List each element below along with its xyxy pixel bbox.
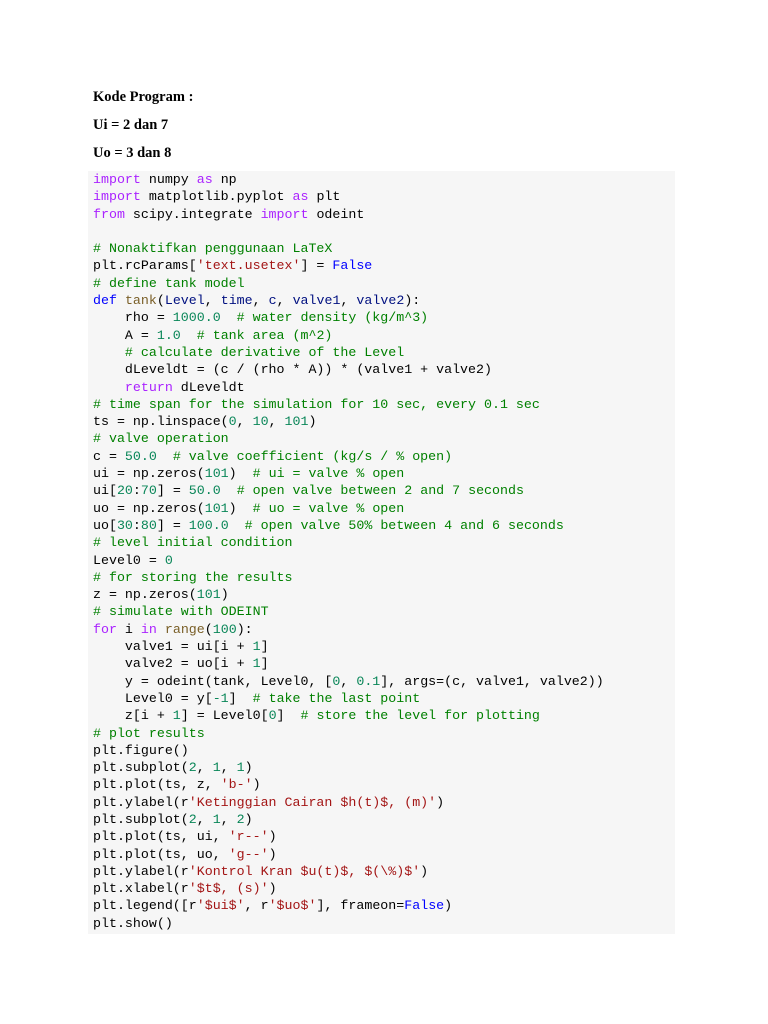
code-token: 2 — [236, 811, 245, 827]
heading-kode-program: Kode Program : — [93, 89, 194, 105]
code-token: # calculate derivative of the Level — [124, 344, 405, 360]
code-token: matplotlib.pyplot — [140, 189, 293, 205]
code-token: numpy — [140, 172, 197, 187]
code-token: Level0 = — [93, 552, 165, 568]
code-line — [93, 880, 675, 897]
code-token: 0.1 — [356, 673, 381, 689]
code-token: -1 — [212, 690, 229, 706]
code-token: 80 — [140, 517, 157, 533]
code-token: 2 — [188, 760, 197, 776]
code-token: ) — [244, 760, 253, 776]
code-token: plt.legend([r — [93, 898, 197, 914]
code-line — [93, 413, 675, 430]
code-token: 'g--' — [228, 846, 269, 862]
code-token — [117, 293, 125, 308]
code-line — [93, 171, 675, 188]
code-token: ( — [204, 621, 213, 637]
code-token: ] = Level0[ — [180, 708, 269, 724]
code-token: ) — [268, 846, 277, 862]
code-token: 1 — [172, 708, 181, 724]
code-line — [93, 430, 675, 447]
code-token: ts = np.linspace( — [93, 414, 229, 430]
code-token: from — [93, 206, 125, 222]
code-token: 1.0 — [156, 327, 181, 343]
code-token: ) — [268, 881, 277, 897]
code-token: '$uo$' — [268, 898, 317, 914]
code-line — [93, 482, 675, 499]
code-token: , — [340, 673, 357, 689]
code-token: odeint — [308, 206, 365, 222]
code-token: plt.plot(ts, ui, — [93, 829, 229, 845]
code-line — [93, 396, 675, 413]
code-token: 1000.0 — [172, 310, 221, 326]
code-block — [88, 171, 675, 934]
code-line — [93, 344, 675, 361]
code-line — [93, 673, 675, 690]
code-token: 101 — [196, 587, 221, 603]
code-token: plt.rcParams[ — [93, 258, 197, 274]
code-token: plt.plot(ts, uo, — [93, 846, 229, 862]
code-token: plt.subplot( — [93, 760, 189, 776]
code-token: import — [93, 189, 141, 205]
code-token: import — [260, 206, 309, 222]
code-token: range — [164, 621, 205, 637]
code-token — [93, 345, 125, 360]
code-token: ] = — [300, 258, 333, 274]
code-line — [93, 742, 675, 759]
code-token: Level0 = y[ — [93, 690, 213, 706]
code-token: in — [140, 621, 157, 637]
code-token: ): — [404, 293, 421, 309]
code-token: # ui = valve % open — [252, 466, 405, 482]
code-line — [93, 361, 675, 378]
code-token — [93, 380, 125, 395]
code-token: # Nonaktifkan penggunaan LaTeX — [93, 241, 333, 257]
code-token: A = — [93, 327, 157, 343]
code-token: # tank area (m^2) — [196, 327, 333, 343]
code-token: 50.0 — [188, 483, 221, 499]
code-token: 2 — [188, 811, 197, 827]
code-line — [93, 776, 675, 793]
code-token: z = np.zeros( — [93, 587, 197, 603]
code-token: def — [93, 293, 117, 309]
code-token: 'Ketinggian Cairan $h(t)$, (m)' — [188, 794, 437, 810]
code-token: ) — [220, 587, 229, 603]
code-line — [93, 500, 675, 517]
code-token: for — [93, 621, 117, 637]
code-line — [93, 240, 675, 257]
code-token: 101 — [204, 500, 229, 516]
code-token: valve2 = uo[i + — [93, 656, 253, 672]
code-token — [181, 328, 197, 343]
code-token: , — [196, 811, 213, 827]
code-token: plt.show() — [93, 915, 173, 931]
code-token: as — [292, 189, 309, 205]
code-token: plt — [308, 189, 341, 205]
code-token: i — [116, 621, 141, 637]
code-line — [93, 465, 675, 482]
code-token: # time span for the simulation for 10 sec, every 0.1 sec — [93, 396, 540, 412]
code-token: plt.ylabel(r — [93, 794, 189, 810]
code-token: import — [93, 172, 141, 187]
code-token: ) — [420, 863, 429, 879]
code-token: y = odeint(tank, Level0, [ — [93, 673, 333, 689]
code-line — [93, 707, 675, 724]
code-token: ui[ — [93, 483, 117, 499]
code-token: ) — [444, 898, 453, 914]
code-token: : — [132, 483, 141, 499]
code-token: 100 — [212, 621, 237, 637]
code-token: plt.figure() — [93, 742, 189, 758]
code-token: ) — [252, 777, 261, 793]
code-token: plt.ylabel(r — [93, 863, 189, 879]
code-token: 70 — [140, 483, 157, 499]
code-token: uo[ — [93, 517, 117, 533]
code-token: , — [220, 760, 237, 776]
code-token: # define tank model — [93, 275, 245, 291]
code-line — [93, 621, 675, 638]
code-token: , — [276, 293, 293, 309]
code-line — [93, 534, 675, 551]
code-token: 0 — [268, 708, 277, 724]
code-token: ] — [228, 690, 253, 706]
code-token: ] — [260, 639, 269, 655]
code-line — [93, 448, 675, 465]
code-line — [93, 379, 675, 396]
code-token: 1 — [212, 811, 221, 827]
code-token: # for storing the results — [93, 569, 293, 585]
code-token: z[i + — [93, 708, 173, 724]
code-line — [93, 846, 675, 863]
code-token: ) — [228, 466, 253, 482]
code-token: # store the level for plotting — [300, 708, 540, 724]
code-token: , — [340, 293, 357, 309]
code-token: # uo = valve % open — [252, 500, 405, 516]
code-token — [221, 483, 237, 498]
code-token: False — [404, 898, 445, 914]
code-token: dLeveldt — [172, 379, 245, 395]
code-token: time — [220, 293, 253, 309]
code-token: 0 — [164, 552, 173, 568]
code-token: 30 — [116, 517, 133, 533]
code-token: 50.0 — [124, 448, 157, 464]
code-token: ( — [156, 293, 165, 309]
code-line — [93, 725, 675, 742]
code-token: 'b-' — [220, 777, 253, 793]
code-token: # take the last point — [252, 690, 421, 706]
code-token: 0 — [332, 673, 341, 689]
code-token: # open valve 50% between 4 and 6 seconds — [244, 517, 564, 533]
code-token: '$ui$' — [196, 898, 245, 914]
code-token: 0 — [228, 414, 237, 430]
code-line — [93, 603, 675, 620]
code-token: # water density (kg/m^3) — [236, 310, 429, 326]
code-token: , — [268, 414, 285, 430]
code-token: ) — [308, 414, 317, 430]
code-token: ], args=(c, valve1, valve2)) — [380, 673, 604, 689]
code-token: ) — [436, 794, 445, 810]
code-line — [93, 897, 675, 914]
code-line — [93, 811, 675, 828]
code-token: ], frameon= — [316, 898, 405, 914]
heading-uo: Uo = 3 dan 8 — [93, 145, 172, 161]
code-token — [157, 449, 173, 464]
code-token: # open valve between 2 and 7 seconds — [236, 483, 524, 499]
code-token: ) — [268, 829, 277, 845]
code-token: # simulate with ODEINT — [93, 604, 269, 620]
code-token: ): — [236, 621, 253, 637]
code-token: , — [220, 811, 237, 827]
code-token: False — [332, 258, 373, 274]
code-token: scipy.integrate — [124, 206, 261, 222]
code-token: 'Kontrol Kran $u(t)$, $(\%)$' — [188, 863, 421, 879]
code-line — [93, 257, 675, 274]
code-token: plt.xlabel(r — [93, 881, 189, 897]
code-token: rho = — [93, 310, 173, 326]
code-token: , — [236, 414, 253, 430]
code-token: : — [132, 517, 141, 533]
code-token: 101 — [204, 466, 229, 482]
code-line — [93, 309, 675, 326]
code-token: uo = np.zeros( — [93, 500, 205, 516]
code-token: ] = — [156, 517, 189, 533]
code-token: 1 — [252, 656, 261, 672]
heading-ui: Ui = 2 dan 7 — [93, 117, 169, 133]
code-token: np — [212, 172, 237, 187]
code-token — [157, 622, 165, 637]
code-line — [93, 327, 675, 344]
code-token: 100.0 — [188, 517, 229, 533]
code-token: ) — [228, 500, 253, 516]
code-token: ui = np.zeros( — [93, 466, 205, 482]
code-token: , — [204, 293, 221, 309]
code-line — [93, 638, 675, 655]
code-token: , r — [244, 898, 269, 914]
code-token: tank — [124, 293, 157, 309]
code-line — [93, 206, 675, 223]
code-line — [93, 915, 675, 932]
code-token: plt.plot(ts, z, — [93, 777, 221, 793]
code-token: c = — [93, 448, 125, 464]
code-token: valve2 — [356, 293, 405, 309]
code-token: dLeveldt = (c / (rho * A)) * (valve1 + valve2) — [93, 362, 492, 378]
code-line — [93, 586, 675, 603]
code-token — [221, 310, 237, 325]
code-token: ] — [276, 708, 301, 724]
code-token: 1 — [252, 639, 261, 655]
code-line — [93, 517, 675, 534]
code-token: 10 — [252, 414, 269, 430]
code-line — [93, 292, 675, 309]
code-token — [229, 518, 245, 533]
code-token: valve1 — [292, 293, 341, 309]
code-line — [93, 759, 675, 776]
code-line — [93, 690, 675, 707]
code-token: 1 — [212, 760, 221, 776]
code-token: # level initial condition — [93, 535, 293, 551]
code-token: 20 — [116, 483, 133, 499]
code-line — [93, 655, 675, 672]
code-line — [93, 552, 675, 569]
code-token: , — [252, 293, 269, 309]
code-token: 'r--' — [228, 829, 269, 845]
code-token: ] = — [156, 483, 189, 499]
code-line — [93, 569, 675, 586]
code-token: ] — [260, 656, 269, 672]
code-token: valve1 = ui[i + — [93, 639, 253, 655]
code-token: # plot results — [93, 725, 205, 741]
code-line — [93, 223, 675, 240]
code-token: 'text.usetex' — [196, 258, 301, 274]
code-line — [93, 828, 675, 845]
code-token: # valve operation — [93, 431, 229, 447]
code-line — [93, 794, 675, 811]
code-token: 1 — [236, 760, 245, 776]
code-token: # valve coefficient (kg/s / % open) — [172, 448, 453, 464]
code-token: plt.subplot( — [93, 811, 189, 827]
code-token: c — [268, 293, 277, 309]
code-token: return — [124, 379, 173, 395]
code-token: '$t$, (s)' — [188, 881, 269, 897]
code-token: , — [196, 760, 213, 776]
code-token: ) — [244, 811, 253, 827]
code-token: as — [196, 172, 213, 187]
code-token: Level — [164, 293, 205, 309]
code-line — [93, 188, 675, 205]
code-line — [93, 275, 675, 292]
code-line — [93, 863, 675, 880]
code-token: 101 — [284, 414, 309, 430]
